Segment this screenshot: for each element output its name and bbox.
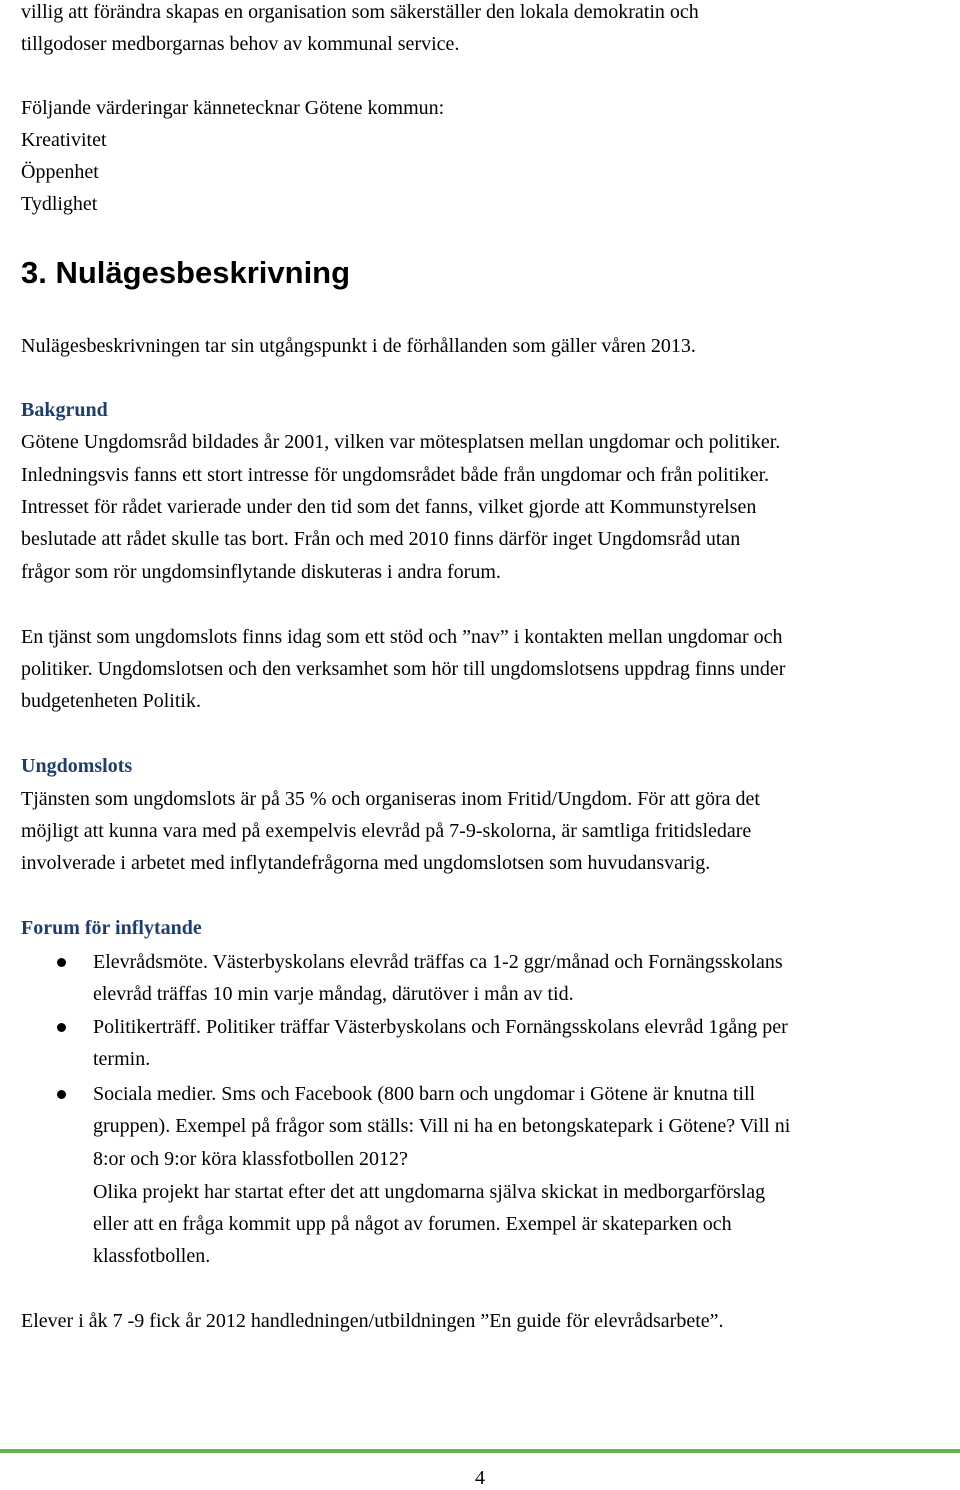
bakgrund-line: frågor som rör ungdomsinflytande diskuteras i andra forum. [21,561,501,583]
bakgrund-line: Götene Ungdomsråd bildades år 2001, vilken var mötesplatsen mellan ungdomar och politiker. [21,431,781,453]
ungdomslots-heading: Ungdomslots [21,755,133,777]
ungdomslots-line: Tjänsten som ungdomslots är på 35 % och organiseras inom Fritid/Ungdom. För att göra det [21,788,760,810]
values-heading: Följande värderingar kännetecknar Götene kommun: [21,97,445,119]
bullet-line: Olika projekt har startat efter det att ungdomarna själva skickat in medborgarförslag [93,1181,766,1203]
ungdomslots-line: involverade i arbetet med inflytandefrågorna med ungdomslotsen som huvudansvarig. [21,852,711,874]
section-intro: Nulägesbeskrivningen tar sin utgångspunkt i de förhållanden som gäller våren 2013. [21,335,696,357]
bullet-line: Elevrådsmöte. Västerbyskolans elevråd träffas ca 1-2 ggr/månad och Fornängsskolans [93,951,783,973]
intro-line-1: villig att förändra skapas en organisation som säkerställer den lokala demokratin och [21,1,699,23]
bakgrund-line: Intresset för rådet varierade under den tid som det fanns, vilket gjorde att Kommunstyrelsen [21,496,757,518]
footer-divider [0,1449,960,1453]
page-number: 4 [475,1467,485,1489]
bullet-line: Sociala medier. Sms och Facebook (800 barn och ungdomar i Götene är knutna till [93,1083,756,1105]
bullet-line: gruppen). Exempel på frågor som ställs: Vill ni ha en betongskatepark i Götene? Vill ni [93,1115,791,1137]
bakgrund-para2-line: budgetenheten Politik. [21,690,201,712]
bakgrund-para2-line: politiker. Ungdomslotsen och den verksamhet som hör till ungdomslotsens uppdrag finns under [21,658,786,680]
value-item: Tydlighet [21,193,98,215]
bullet-dot-icon [57,1023,66,1032]
bullet-line: elevråd träffas 10 min varje måndag, därutöver i mån av tid. [93,983,574,1005]
bullet-dot-icon [57,958,66,967]
intro-line-2: tillgodoser medborgarnas behov av kommunal service. [21,33,460,55]
value-item: Öppenhet [21,161,99,183]
section-heading: 3. Nulägesbeskrivning [21,255,351,290]
bullet-line: Politikerträff. Politiker träffar Västerbyskolans och Fornängsskolans elevråd 1gång per [93,1016,788,1038]
forum-heading: Forum för inflytande [21,917,202,939]
bakgrund-para2-line: En tjänst som ungdomslots finns idag som ett stöd och ”nav” i kontakten mellan ungdomar och [21,626,783,648]
bullet-line: 8:or och 9:or köra klassfotbollen 2012? [93,1148,408,1170]
value-item: Kreativitet [21,129,107,151]
bakgrund-heading: Bakgrund [21,399,108,421]
bullet-line: klassfotbollen. [93,1245,211,1267]
bakgrund-line: Inledningsvis fanns ett stort intresse för ungdomsrådet både från ungdomar och från politiker. [21,464,770,486]
ungdomslots-line: möjligt att kunna vara med på exempelvis elevråd på 7-9-skolorna, är samtliga fritidsledare [21,820,752,842]
bullet-line: termin. [93,1048,151,1070]
closing-paragraph: Elever i åk 7 -9 fick år 2012 handledningen/utbildningen ”En guide för elevrådsarbete”. [21,1310,724,1332]
bullet-dot-icon [57,1090,66,1099]
bakgrund-line: beslutade att rådet skulle tas bort. Från och med 2010 finns därför inget Ungdomsråd utan [21,528,741,550]
bullet-line: eller att en fråga kommit upp på något av forumen. Exempel är skateparken och [93,1213,732,1235]
